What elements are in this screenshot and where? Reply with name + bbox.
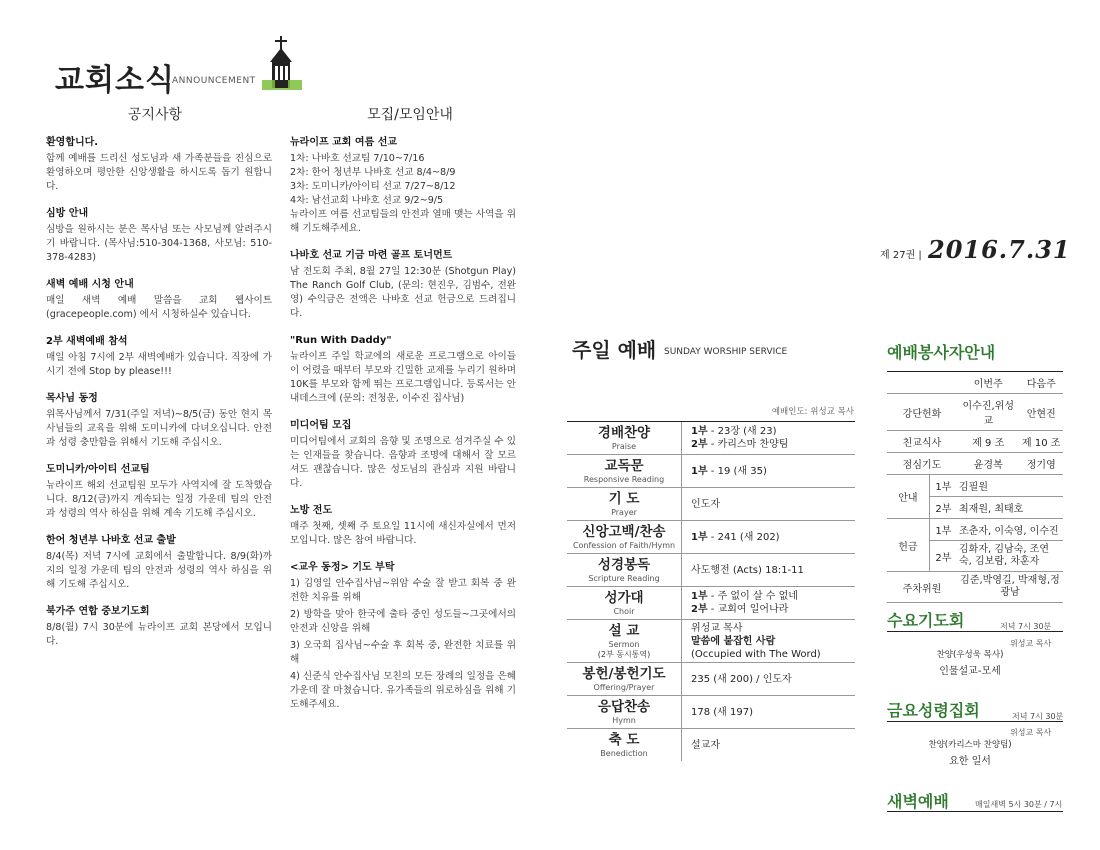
gathering-title: <교우 동정> 기도 부탁 xyxy=(290,562,395,573)
gathering-line: 2) 방학을 맞아 한국에 출타 중인 성도들~그곳에서의 안전과 신앙을 위해 xyxy=(290,609,516,634)
gathering-line: 2차: 한어 청년부 나바호 선교 8/4~8/9 xyxy=(290,167,456,178)
worship-item-detail: - 카리스마 찬양팀 xyxy=(707,439,789,450)
notice-item xyxy=(46,605,272,649)
worship-item-title: 성경봉독 xyxy=(597,557,651,573)
notice-title: 새벽 예배 시청 안내 xyxy=(46,279,134,290)
this-week-value: 이수진,위성교 xyxy=(957,394,1020,431)
notices-heading: 공지사항 xyxy=(127,107,183,123)
gathering-line: 뉴라이프 주일 학교에의 새로운 프로그램으로 아이들이 어렸을 때부터 부모와 긴밀한 교제를 누리기 원하며 10K를 부모와 함께 뛰는 프로그램입니다. 등록서는 안내데스크에 (문의: 전청운, 이수진 집사님) xyxy=(290,351,516,404)
service-part: 2부 xyxy=(691,439,708,450)
next-week-value: 제 10 조 xyxy=(1020,431,1064,453)
gathering-title: "Run With Daddy" xyxy=(290,335,392,346)
worship-item-title: 경배찬양 xyxy=(597,425,651,441)
service-part: 2부 xyxy=(691,604,708,615)
worship-item-en: Choir xyxy=(613,607,635,616)
notice-item xyxy=(46,392,272,450)
sermon-title-en: (Occupied with The Word) xyxy=(691,648,821,660)
gathering-line: 4차: 남선교회 나바호 선교 9/2~9/5 xyxy=(290,195,444,206)
gathering-item xyxy=(290,561,516,712)
this-week-value: 윤경복 xyxy=(957,453,1020,475)
worship-item-title: 봉헌/봉헌기도 xyxy=(582,666,666,682)
gathering-line: 뉴라이프 여름 선교팀들의 안전과 열매 맺는 사역을 위해 기도해주세요. xyxy=(290,209,516,234)
gathering-line: 1) 김영일 안수집사님~위암 수술 잘 받고 회복 중 완전한 치유를 위해 xyxy=(290,578,516,603)
friday-sermon: 요한 일서 xyxy=(949,756,991,767)
worship-item-en: Offering/Prayer xyxy=(593,683,655,692)
worship-leader: 예배인도: 위성교 목사 xyxy=(771,407,854,417)
role-label: 헌금 xyxy=(887,519,929,572)
worship-item-en: Responsive Reading xyxy=(583,475,665,484)
table-row xyxy=(887,475,1063,497)
gathering-title: 미디어팀 모집 xyxy=(290,420,352,431)
notices-column xyxy=(46,136,272,662)
worship-item-detail: - 241 (새 202) xyxy=(707,531,780,543)
worship-item-note: (2부 동시통역) xyxy=(597,650,651,659)
next-week-value: 안현진 xyxy=(1020,394,1064,431)
preacher: 위성교 목사 xyxy=(691,622,743,634)
worship-item-detail: - 교회여 일어나라 xyxy=(707,604,789,615)
role-label: 점심기도 xyxy=(887,453,957,475)
friday-praise: 찬양(카리스마 찬양팀) xyxy=(928,740,1012,750)
notice-title: 한어 청년부 나바호 선교 출발 xyxy=(46,535,176,546)
church-icon xyxy=(262,36,302,90)
this-week-value: 제 9 조 xyxy=(957,431,1020,453)
worship-item-en: Praise xyxy=(611,442,637,451)
worship-item-title: 교독문 xyxy=(604,458,644,474)
friday-leader: 위성교 목사 xyxy=(1010,728,1052,737)
gathering-item xyxy=(290,136,516,236)
notice-item xyxy=(46,278,272,322)
notice-title: 2부 새벽예배 참석 xyxy=(46,336,128,347)
worship-item xyxy=(567,488,855,521)
worship-item-title: 응답찬송 xyxy=(597,699,651,715)
notice-title: 심방 안내 xyxy=(46,208,89,219)
sermon-title: 말씀에 붙잡힌 사람 xyxy=(691,635,776,647)
service-part: 1부 xyxy=(691,465,708,477)
gathering-line: 매주 첫째, 셋째 주 토요일 11시에 새신자실에서 먼저 모입니다. 많은 참여 바랍니다. xyxy=(290,521,516,546)
worship-item-en: Confession of Faith/Hymn xyxy=(572,541,676,550)
next-week-value: 정기영 xyxy=(1020,453,1064,475)
worship-item-en: Benediction xyxy=(600,749,648,758)
col-next-week: 다음주 xyxy=(1020,372,1064,394)
worship-item xyxy=(567,587,855,620)
notice-title: 목사님 동정 xyxy=(46,393,98,404)
worship-item xyxy=(567,620,855,663)
gathering-line: 3) 오국희 집사님~수술 후 회복 중, 완전한 치료를 위해 xyxy=(290,640,516,665)
gathering-line: 남 전도회 주최, 8월 27일 12:30분 (Shotgun Play) The Ranch Golf Club, (문의: 현진우, 김범수, 전완영) 수익금은 전액은 나바호 선교 헌금으로 드려집니다. xyxy=(290,266,516,319)
worship-item-detail: 설교자 xyxy=(691,739,720,751)
notice-body: 뉴라이프 해외 선교팀원 모두가 사역지에 잘 도착했습니다. 8/12(금)까지 계속되는 일정 가운데 팀의 안전과 성령의 역사 하심을 위해 계속 기도해 주십시오. xyxy=(46,480,272,519)
worship-item xyxy=(567,554,855,587)
notice-item xyxy=(46,136,272,194)
worship-item-detail: 사도행전 (Acts) 18:1-11 xyxy=(691,564,804,576)
worship-item-title: 설 교 xyxy=(608,623,640,639)
worship-order xyxy=(567,421,855,761)
gathering-line: 4) 신준식 안수집사님 모친의 모든 장례의 일정을 은혜 가운데 잘 마쳤습니다. 유가족들의 위로하심을 위해 기도해주세요. xyxy=(290,671,516,710)
worship-title-en: SUNDAY WORSHIP SERVICE xyxy=(664,347,788,357)
gathering-title: 나바호 선교 기금 마련 골프 토너먼트 xyxy=(290,250,453,261)
service-part: 1부 xyxy=(691,591,708,602)
dawn-title: 새벽예배 xyxy=(887,792,949,811)
page-title: 교회소식 xyxy=(55,63,175,98)
worship-item-en: Prayer xyxy=(611,508,637,517)
worship-item-en: Sermon xyxy=(608,640,640,649)
servant-names: 김필원 xyxy=(957,475,1063,497)
worship-item-detail: - 23장 (새 23) xyxy=(707,426,777,437)
servants-title: 예배봉사자안내 xyxy=(887,343,996,362)
gathering-line: 미디어팀에서 교회의 음향 및 조명으로 섬겨주실 수 있는 인재들을 찾습니다. 음향과 조명에 대해서 잘 모르셔도 괜찮습니다. 많은 성도님의 관심과 지원 바랍니다. xyxy=(290,436,516,489)
worship-item-title: 신앙고백/찬송 xyxy=(582,524,666,540)
notice-item xyxy=(46,463,272,521)
gatherings-heading: 모집/모임안내 xyxy=(367,107,453,123)
wednesday-sermon: 인물설교-모세 xyxy=(939,666,1001,677)
gathering-item xyxy=(290,334,516,406)
table-row xyxy=(887,431,1063,453)
worship-item-title: 기 도 xyxy=(608,491,640,507)
wednesday-praise: 찬양(우성욱 목사) xyxy=(936,650,1004,660)
notice-title: 도미니카/아이티 선교팀 xyxy=(46,464,150,475)
table-row xyxy=(887,572,1063,603)
service-part: 1부 xyxy=(691,531,708,543)
notice-body: 심방을 원하시는 분은 목사님 또는 사모님께 알려주시기 바랍니다. (목사님:510-304-1368, 사모님: 510-378-4283) xyxy=(46,224,272,263)
friday-time: 저녁 7시 30분 xyxy=(1012,712,1064,721)
servants-table xyxy=(887,371,1063,603)
service-part: 1부 xyxy=(929,519,957,541)
bulletin-date: 2016.7.31 xyxy=(928,235,1071,264)
gathering-line: 1차: 나바호 선교팀 7/10~7/16 xyxy=(290,153,425,164)
role-label: 강단헌화 xyxy=(887,394,957,431)
gathering-item xyxy=(290,419,516,491)
role-label: 안내 xyxy=(887,475,929,519)
worship-item-title: 축 도 xyxy=(608,732,640,748)
worship-item xyxy=(567,455,855,488)
worship-item xyxy=(567,422,855,455)
wednesday-leader: 위성교 목사 xyxy=(1010,639,1052,648)
wednesday-title: 수요기도회 xyxy=(887,611,965,630)
worship-item xyxy=(567,696,855,729)
worship-item xyxy=(567,663,855,696)
table-row xyxy=(887,453,1063,475)
gatherings-column xyxy=(290,136,516,725)
worship-item xyxy=(567,521,855,554)
notice-body: 매일 새벽 예배 말씀을 교회 웹사이트 (gracepeople.com) 에서 시청하실수 있습니다. xyxy=(46,295,272,320)
notice-body: 8/8(월) 7시 30분에 뉴라이프 교회 본당에서 모입니다. xyxy=(46,622,272,647)
service-part: 2부 xyxy=(929,497,957,519)
page-title-en: ANNOUNCEMENT xyxy=(172,76,256,86)
table-row xyxy=(887,394,1063,431)
notice-title: 북가주 연합 중보기도회 xyxy=(46,606,150,617)
servant-names: 조춘자, 이숙영, 이수진 xyxy=(957,519,1063,541)
gathering-title: 뉴라이프 교회 여름 선교 xyxy=(290,137,398,148)
worship-item xyxy=(567,729,855,761)
divider xyxy=(887,811,1063,812)
col-this-week: 이번주 xyxy=(957,372,1020,394)
service-part: 1부 xyxy=(691,426,708,437)
role-label: 친교식사 xyxy=(887,431,957,453)
table-row xyxy=(887,519,1063,541)
gathering-item xyxy=(290,504,516,548)
notice-item xyxy=(46,207,272,265)
notice-body: 8/4(목) 저녁 7시에 교회에서 출발합니다. 8/9(화)까지의 일정 가운데 팀의 안전과 성령의 역사 하심을 위해 기도해 주십시오. xyxy=(46,551,272,590)
notice-body: 위목사님께서 7/31(주일 저녁)~8/5(금) 동안 현지 목사님들의 교육을 위해 도미니카에 다녀오십니다. 안전과 성령 충만함을 위해서 기도해 주십시오. xyxy=(46,409,272,448)
servant-names: 최재원, 최태호 xyxy=(957,497,1063,519)
servant-names: 김준,박영길, 박재형,정광남 xyxy=(957,572,1063,603)
notice-item xyxy=(46,534,272,592)
worship-item-detail: 178 (새 197) xyxy=(691,706,753,718)
notice-item xyxy=(46,335,272,379)
notice-body: 매일 아침 7시에 2부 새벽예배가 있습니다. 직장에 가시기 전에 Stop by please!!! xyxy=(46,352,272,377)
service-part: 2부 xyxy=(929,541,957,572)
notice-body: 함께 예배를 드리신 성도님과 새 가족분들을 진심으로 환영하오며 평안한 신앙생활을 하시도록 돕기 원합니다. xyxy=(46,153,272,192)
servant-names: 김화자, 김남숙, 조연숙, 김보람, 차훈자 xyxy=(957,541,1063,572)
worship-item-detail: - 주 없이 살 수 없네 xyxy=(707,591,798,602)
table-row xyxy=(887,372,1063,394)
wednesday-time: 저녁 7시 30분 xyxy=(1000,622,1052,631)
friday-title: 금요성령집회 xyxy=(887,701,980,720)
service-part: 1부 xyxy=(929,475,957,497)
worship-title: 주일 예배 xyxy=(572,338,657,362)
gathering-line: 3차: 도미니카/아이티 선교 7/27~8/12 xyxy=(290,181,456,192)
worship-item-en: Scripture Reading xyxy=(588,574,660,583)
worship-item-title: 성가대 xyxy=(604,590,644,606)
worship-item-detail: 인도자 xyxy=(691,498,720,510)
worship-item-detail: - 19 (새 35) xyxy=(707,465,767,477)
gathering-title: 노방 전도 xyxy=(290,505,333,516)
dawn-time: 매일새벽 5시 30분 / 7시 xyxy=(975,800,1063,809)
role-label: 주차위원 xyxy=(887,572,957,603)
issue-label: 제 27권 | xyxy=(880,250,922,261)
worship-item-detail: 235 (새 200) / 인도자 xyxy=(691,673,792,685)
gathering-item xyxy=(290,249,516,321)
worship-item-en: Hymn xyxy=(612,716,636,725)
notice-title: 환영합니다. xyxy=(46,137,99,148)
